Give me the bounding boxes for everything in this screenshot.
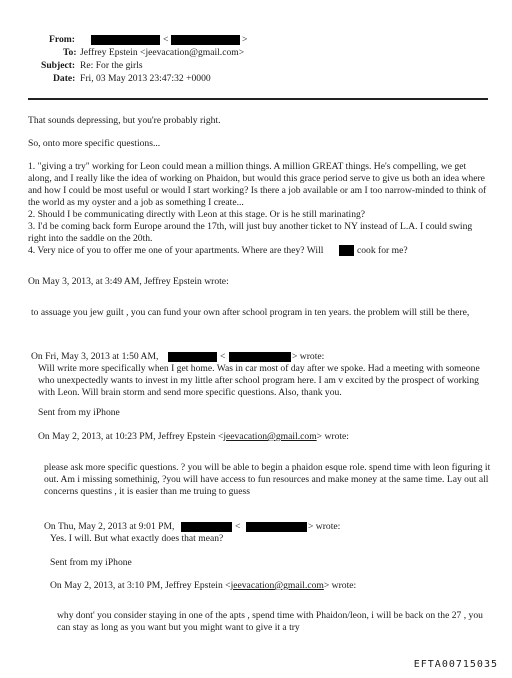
from-label: From: [49,34,75,45]
question-4-part-1: 4. Very nice of you to offer me one of your apartments. Where are they? Will [28,245,324,256]
redaction-box [246,522,307,532]
reply-4-bracket-open: < [235,521,241,532]
email-link[interactable]: jeevacation@gmail.com [230,580,324,591]
body-paragraph-1: That sounds depressing, but you're probably right. [28,115,221,126]
reply-2-signature: Sent from my iPhone [38,407,120,418]
from-bracket-close: > [242,34,248,45]
redaction-box [339,245,354,256]
reply-3-body: please ask more specific questions. ? you will be able to begin a phaidon esque role. spend time with leon figuring it out. Am i missing somethinig, ?you will have access to fun resources and make money at the same time. Lay out all concerns questins , it is easier than me truing to guess [44,462,491,497]
question-3: 3. I'd be coming back form Europe around the 17th, will just buy another ticket to NY instead of L.A. I could swing right into the saddle on the 20th. [28,221,473,244]
redaction-box [181,522,232,532]
reply-2-bracket-open: < [220,351,226,362]
from-bracket-open: < [163,34,169,45]
redaction-box [229,352,291,362]
redaction-box [91,35,160,45]
question-4-part-2: cook for me? [357,245,408,256]
reply-2-body: Will write more specifically when I get home. Was in car most of day after we spoke. Had a meeting with someone who unexpectedly wants to invest in my little after school program here. I am v excited by the prospect of working with Leon. Will brain storm and send more specific questions. Also, thank you. [38,363,480,398]
reply-5-body: why dont' you consider staying in one of the apts , spend time with Phaidon/leon, i will be back on the 27 , you can stay as long as you want but you might want to give it a try [57,610,483,633]
date-label: Date: [53,73,76,84]
reply-1-header: On May 3, 2013, at 3:49 AM, Jeffrey Epstein wrote: [28,276,229,287]
subject-label: Subject: [41,60,76,71]
question-2: 2. Should I be communicating directly with Leon at this stage. Or is he still marinating? [28,209,366,220]
reply-5-header: On May 2, 2013, at 3:10 PM, Jeffrey Epstein <jeevacation@gmail.com> wrote: [50,580,357,591]
date-value: Fri, 03 May 2013 23:47:32 +0000 [80,73,211,84]
reply-4-signature: Sent from my iPhone [50,557,132,568]
subject-value: Re: For the girls [80,60,143,71]
reply-3-header: On May 2, 2013, at 10:23 PM, Jeffrey Epstein <jeevacation@gmail.com> wrote: [38,431,349,442]
question-1: 1. "giving a try" working for Leon could mean a million things. A million GREAT things. He's compelling, we get along, and I really like the idea of working on Phaidon, but would this grace period serve to give us both an idea where and how I could be most useful or would I start working? Is there a job available or am I too narrow-minded to think of the world as my oyster and a job as something I create... [28,161,487,208]
reply-4-header-end: > wrote: [308,521,341,532]
body-paragraph-2: So, onto more specific questions... [28,138,161,149]
redaction-box [171,35,240,45]
to-label: To: [63,47,77,58]
reply-1-body: to assuage you jew guilt , you can fund your own after school program in ten years. the problem will still be there, [31,307,470,318]
header-divider [28,98,488,100]
email-link[interactable]: jeevacation@gmail.com [223,431,317,442]
reply-4-header-start: On Thu, May 2, 2013 at 9:01 PM, [44,521,175,532]
reply-2-header-end: > wrote: [292,351,325,362]
document-id: EFTA00715035 [413,659,498,670]
reply-4-body: Yes. I will. But what exactly does that mean? [50,533,224,544]
to-value: Jeffrey Epstein <jeevacation@gmail.com> [80,47,245,58]
redaction-box [168,352,217,362]
reply-2-header-start: On Fri, May 3, 2013 at 1:50 AM, [31,351,159,362]
